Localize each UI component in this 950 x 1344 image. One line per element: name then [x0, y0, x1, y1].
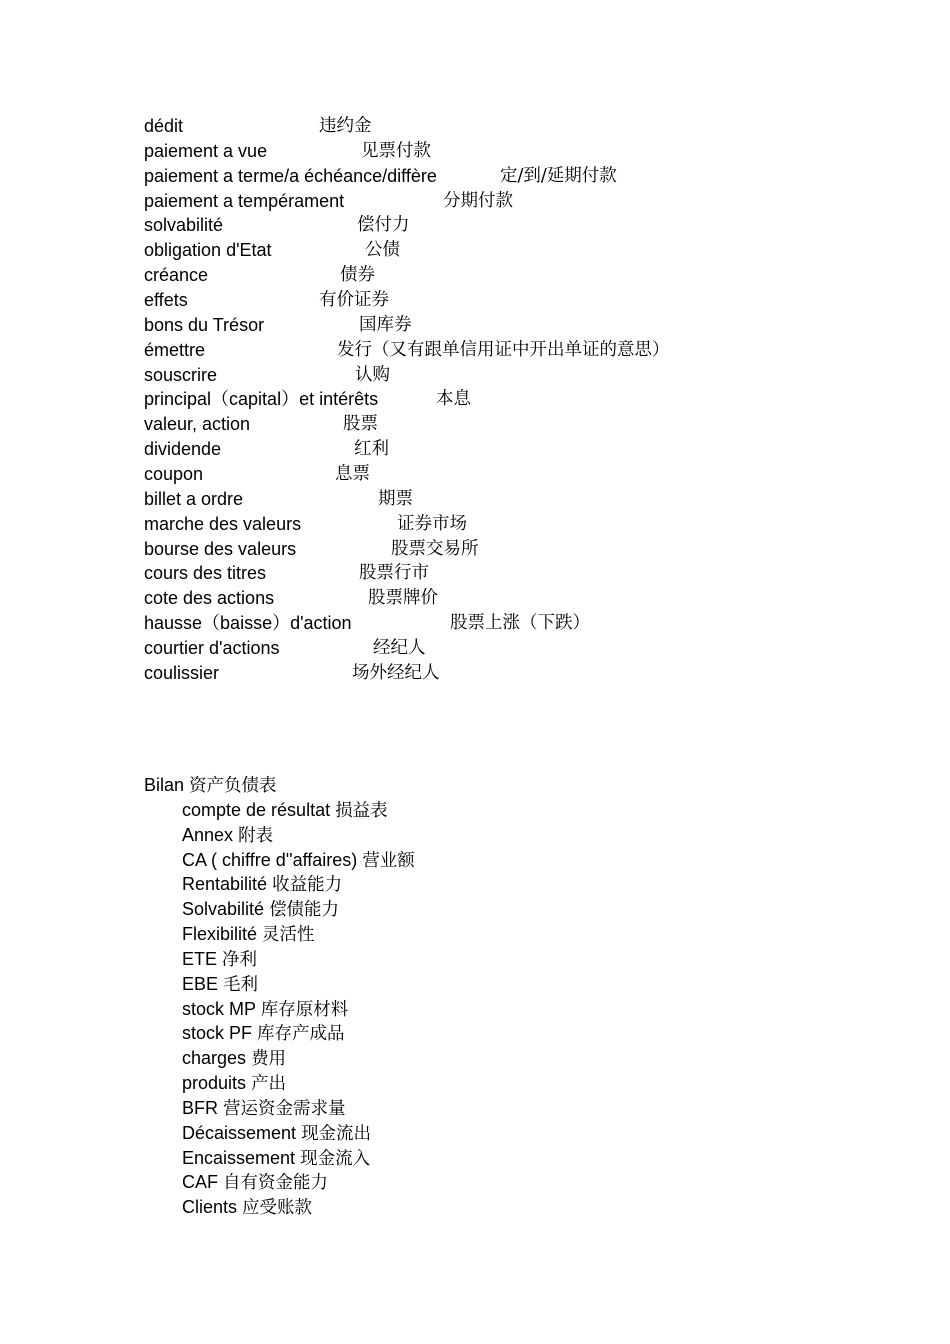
bilan-item — [182, 1021, 345, 1046]
vocab-translation: 期票 — [378, 489, 413, 509]
vocab-term: coulissier — [144, 663, 220, 683]
bilan-heading-term: Bilan — [144, 775, 185, 795]
vocab-translation: 场外经纪人 — [352, 663, 440, 683]
vocab-row — [144, 189, 844, 213]
vocab-row — [144, 412, 844, 436]
bilan-item-translation: 产出 — [251, 1074, 287, 1094]
bilan-item — [182, 1046, 286, 1071]
vocab-translation: 本息 — [436, 389, 471, 409]
bilan-item-term: Décaissement — [182, 1123, 297, 1143]
bilan-item — [182, 823, 273, 848]
vocab-row — [144, 114, 844, 138]
vocab-term: courtier d'actions — [144, 638, 280, 658]
bilan-item-term: Annex — [182, 825, 234, 845]
vocab-term: paiement a vue — [144, 141, 268, 161]
vocab-term: souscrire — [144, 365, 218, 385]
bilan-item-term: Solvabilité — [182, 899, 265, 919]
vocab-translation: 债券 — [340, 265, 375, 285]
vocab-term: dividende — [144, 439, 222, 459]
vocab-translation: 证券市场 — [397, 514, 467, 534]
vocab-translation: 息票 — [335, 464, 370, 484]
vocab-row — [144, 313, 844, 337]
vocab-row — [144, 561, 844, 585]
vocab-translation: 偿付力 — [357, 215, 410, 235]
bilan-item-translation: 营业额 — [362, 851, 415, 871]
vocab-row — [144, 611, 844, 635]
bilan-item — [182, 947, 257, 972]
vocab-translation: 见票付款 — [361, 141, 431, 161]
bilan-item-translation: 灵活性 — [262, 925, 315, 945]
vocab-term: billet a ordre — [144, 489, 244, 509]
bilan-item-term: charges — [182, 1048, 247, 1068]
bilan-item-term: ETE — [182, 949, 218, 969]
bilan-item-translation: 偿债能力 — [269, 900, 340, 920]
bilan-item-translation: 损益表 — [335, 801, 388, 821]
bilan-item-translation: 营运资金需求量 — [223, 1099, 346, 1119]
vocab-row — [144, 586, 844, 610]
bilan-item-translation: 附表 — [238, 826, 274, 846]
bilan-item-term: EBE — [182, 974, 219, 994]
vocab-term: bons du Trésor — [144, 315, 265, 335]
bilan-item-translation: 收益能力 — [272, 875, 343, 895]
vocab-row — [144, 437, 844, 461]
vocab-translation: 经纪人 — [373, 638, 426, 658]
vocab-row — [144, 537, 844, 561]
vocab-term: solvabilité — [144, 215, 224, 235]
bilan-item-term: BFR — [182, 1098, 218, 1118]
bilan-item — [182, 972, 258, 997]
bilan-item-translation: 自有资金能力 — [223, 1173, 329, 1193]
vocab-row — [144, 462, 844, 486]
bilan-item-translation: 毛利 — [223, 975, 259, 995]
vocab-translation: 公债 — [365, 240, 400, 260]
vocab-row — [144, 238, 844, 262]
bilan-item — [182, 848, 415, 873]
vocab-term: paiement a terme/a échéance/diffère — [144, 166, 437, 186]
vocab-row — [144, 363, 844, 387]
bilan-item — [182, 872, 342, 897]
bilan-heading-translation: 资产负债表 — [189, 776, 277, 796]
vocab-term: principal（capital）et intérêts — [144, 389, 379, 409]
vocab-row — [144, 213, 844, 237]
vocab-translation: 发行（又有跟单信用证中开出单证的意思） — [337, 340, 670, 360]
bilan-item — [182, 1121, 371, 1146]
bilan-item-term: Flexibilité — [182, 924, 258, 944]
vocab-term: dédit — [144, 116, 184, 136]
vocab-term: effets — [144, 290, 188, 310]
bilan-item-translation: 应受账款 — [242, 1198, 313, 1218]
bilan-item-term: produits — [182, 1073, 247, 1093]
bilan-item-term: Clients — [182, 1197, 238, 1217]
bilan-item-term: Encaissement — [182, 1148, 296, 1168]
bilan-item-term: Rentabilité — [182, 874, 268, 894]
vocab-row — [144, 164, 844, 188]
vocab-term: hausse（baisse）d'action — [144, 613, 352, 633]
vocab-translation: 定/到/延期付款 — [500, 166, 617, 186]
vocab-row — [144, 636, 844, 660]
vocab-translation: 违约金 — [319, 116, 372, 136]
vocab-term: valeur, action — [144, 414, 251, 434]
vocab-translation: 分期付款 — [443, 191, 513, 211]
vocab-translation: 股票行市 — [359, 563, 429, 583]
vocab-translation: 认购 — [355, 365, 390, 385]
bilan-item-translation: 现金流出 — [301, 1124, 372, 1144]
vocab-row — [144, 387, 844, 411]
vocab-term: cours des titres — [144, 563, 267, 583]
vocab-translation: 股票牌价 — [368, 588, 438, 608]
vocab-row — [144, 263, 844, 287]
bilan-item — [182, 798, 388, 823]
vocab-translation: 股票上涨（下跌） — [450, 613, 590, 633]
bilan-item-term: CA ( chiffre d''affaires) — [182, 850, 358, 870]
vocab-row — [144, 338, 844, 362]
vocab-term: créance — [144, 265, 209, 285]
vocab-translation: 红利 — [354, 439, 389, 459]
bilan-item-translation: 库存原材料 — [260, 1000, 349, 1020]
bilan-item — [182, 1096, 346, 1121]
vocab-row — [144, 661, 844, 685]
vocab-term: obligation d'Etat — [144, 240, 272, 260]
vocab-term: émettre — [144, 340, 206, 360]
bilan-item-translation: 库存产成品 — [257, 1024, 345, 1044]
bilan-item — [182, 922, 315, 947]
vocab-row — [144, 512, 844, 536]
vocab-translation: 有价证券 — [319, 290, 389, 310]
vocab-term: bourse des valeurs — [144, 539, 297, 559]
vocab-translation: 股票 — [343, 414, 378, 434]
vocab-term: coupon — [144, 464, 204, 484]
vocab-translation: 股票交易所 — [391, 539, 479, 559]
bilan-item — [182, 1195, 312, 1220]
vocab-row — [144, 139, 844, 163]
bilan-item — [182, 1071, 286, 1096]
vocab-term: cote des actions — [144, 588, 275, 608]
bilan-item — [182, 1170, 328, 1195]
bilan-item-term: CAF — [182, 1172, 218, 1192]
bilan-item — [182, 997, 348, 1022]
bilan-item-translation: 费用 — [251, 1049, 287, 1069]
bilan-item-translation: 现金流入 — [300, 1149, 371, 1169]
bilan-item-term: stock MP — [182, 999, 256, 1019]
bilan-heading — [144, 773, 277, 798]
vocab-term: paiement a tempérament — [144, 191, 345, 211]
vocab-term: marche des valeurs — [144, 514, 302, 534]
vocab-row — [144, 288, 844, 312]
vocab-translation: 国库券 — [359, 315, 412, 335]
bilan-item-term: compte de résultat — [182, 800, 331, 820]
bilan-item — [182, 1146, 370, 1171]
bilan-item — [182, 897, 339, 922]
vocab-row — [144, 487, 844, 511]
bilan-item-translation: 净利 — [222, 950, 258, 970]
bilan-item-term: stock PF — [182, 1023, 253, 1043]
